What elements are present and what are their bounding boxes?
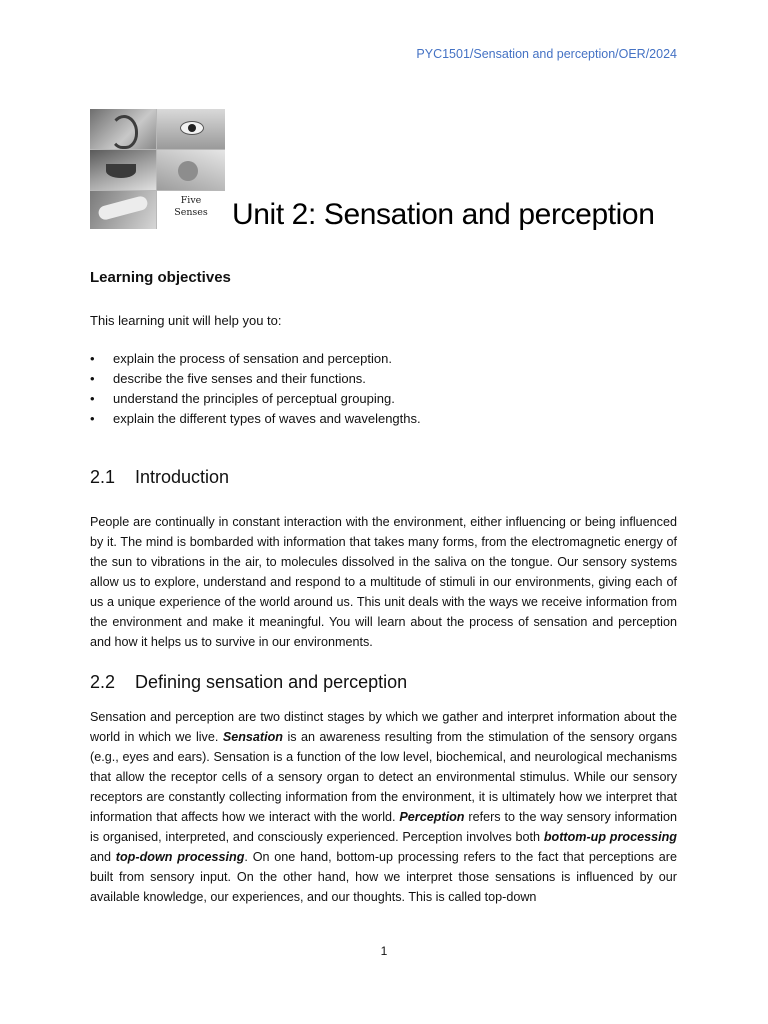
logo-caption-line1: Five (180, 195, 202, 206)
learning-objectives-intro: This learning unit will help you to: (90, 313, 282, 328)
list-item-text: describe the five senses and their functions. (113, 371, 366, 386)
introduction-paragraph: People are continually in constant interaction with the environment, either influencing or being influenced by it. The mind is bombarded with information that takes many forms, from the electromagnetic energy of the sun to vibrations in the air, to molecules dissolved in the saliva on the tongue. Our sensory systems allow us to explore, understand and respond to a multitude of stimuli in our environments, giving each of us a unique experience of the world around us. This unit deals with the ways we receive information from the environment and make it meaningful. You will learn about the process of sensation and perception and how it helps us to survive in our environments. (90, 515, 677, 649)
bullet-icon: • (90, 371, 95, 386)
logo-caption (157, 195, 225, 219)
eye-icon (180, 121, 204, 135)
list-item (90, 349, 690, 369)
list-item-text: explain the different types of waves and wavelengths. (113, 411, 421, 426)
paragraph-text: is an awareness resulting from the stimulation of the sensory organs (e.g., eyes and ears). Sensation is a function of the low level, biochemical, and neurological mechanisms that allow the receptor cells of a sensory organ to detect an environmental stimulus. While our sensory receptors are constantly collecting information from the environment, it is ultimately how we interpret that information that affects how we interact with the world. (90, 730, 677, 824)
term-sensation: Sensation (222, 730, 283, 744)
list-item (90, 369, 690, 389)
paragraph-text: and (90, 850, 116, 864)
bullet-icon: • (90, 351, 95, 366)
five-senses-logo (90, 109, 225, 229)
section-title: Defining sensation and perception (135, 672, 408, 692)
learning-objectives-heading: Learning objectives (90, 269, 231, 286)
defining-paragraph (90, 707, 677, 907)
nose-icon (178, 161, 198, 181)
logo-caption-line2: Senses (174, 207, 208, 218)
term-top-down: top-down processing (115, 850, 245, 864)
page-title: Unit 2: Sensation and perception (232, 198, 655, 231)
section-number: 2.2 (90, 672, 116, 692)
paragraph-text: refers to the way sensory information is organised, interpreted, and consciously experienced. Perception involves both (90, 810, 677, 844)
ear-icon (110, 115, 138, 149)
paragraph-text: Sensation and perception are two distinct stages by which we gather and interpret information about the world in which we live. (90, 710, 677, 744)
list-item-text: understand the principles of perceptual grouping. (113, 391, 395, 406)
list-item (90, 389, 690, 409)
mouth-icon (106, 164, 136, 178)
section-title: Introduction (135, 467, 230, 487)
list-item (90, 409, 690, 429)
page-number: 1 (380, 944, 388, 958)
term-bottom-up: bottom-up processing (543, 830, 677, 844)
bullet-icon: • (90, 411, 95, 426)
section-heading-defining (90, 672, 407, 693)
list-item-text: explain the process of sensation and perception. (113, 351, 392, 366)
paragraph-text: . On one hand, bottom-up processing refers to the fact that perceptions are built from sensory input. On the other hand, how we interpret those sensations is influenced by our available knowledge, our experiences, and our thoughts. This is called top-down (90, 850, 677, 904)
bullet-icon: • (90, 391, 95, 406)
section-heading-introduction (90, 467, 229, 488)
learning-objectives-list (90, 349, 690, 429)
running-header: PYC1501/Sensation and perception/OER/2024 (416, 47, 677, 61)
term-perception: Perception (399, 810, 465, 824)
section-number: 2.1 (90, 467, 116, 487)
